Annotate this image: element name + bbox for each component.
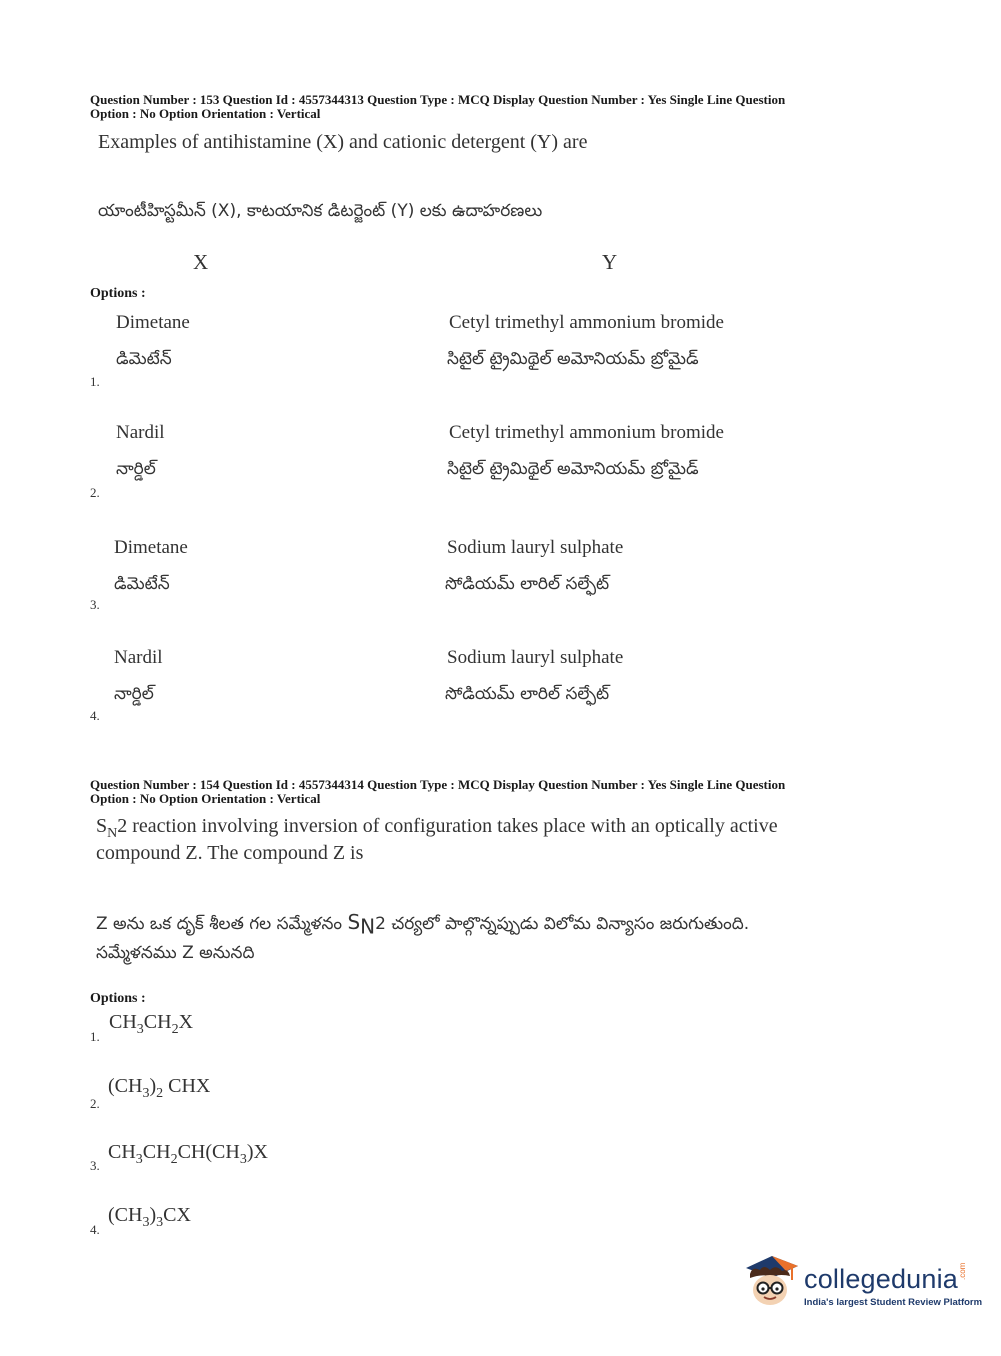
q153-meta-line1: Question Number : 153 Question Id : 4557344313 Question Type : MCQ Display Question Number : Yes Single Line Question: [90, 92, 786, 107]
option-number: 4.: [90, 1222, 100, 1237]
option-y-en: Cetyl trimethyl ammonium bromide: [449, 422, 724, 443]
option-y-en: Cetyl trimethyl ammonium bromide: [449, 312, 724, 333]
option-y-te: సిటైల్ ట్రైమిథైల్ అమోనియమ్ బ్రోమైడ్: [447, 459, 699, 479]
question-text: 2 reaction involving inversion of configuration takes place with an optically active: [117, 815, 778, 837]
option-x-te: డిమెటేన్: [116, 349, 172, 369]
q154-options-label: Options :: [90, 991, 146, 1006]
q154-question-te-line1: [96, 910, 749, 938]
option-x-en: Dimetane: [114, 537, 188, 558]
question-te-a: Z అను ఒక దృక్ శీలత గల సమ్మేళనం: [96, 914, 348, 934]
option-y-en: Sodium lauryl sulphate: [447, 537, 624, 558]
q153-col-y: Y: [602, 250, 618, 274]
q153-question-te: యాంటీహిస్టమీన్ (X), కాటయానిక డిటర్జెంట్ (Y) లకు ఉదాహరణలు: [98, 201, 543, 221]
logo-tagline: India's largest Student Review Platform: [804, 1297, 983, 1308]
option-number: 4.: [90, 708, 100, 723]
option-x-en: Dimetane: [116, 312, 190, 333]
option-y-en: Sodium lauryl sulphate: [447, 647, 624, 668]
q154-question-en-line1: [96, 815, 778, 842]
option-y-te: సోడియమ్ లారిల్ సల్ఫేట్: [445, 684, 610, 704]
option-number: 1.: [90, 374, 100, 389]
logo-com: .com: [958, 1262, 967, 1280]
option-number: 1.: [90, 1029, 100, 1044]
option-x-te: నార్డిల్: [114, 684, 154, 704]
option-number: 2.: [90, 485, 100, 500]
sn-n: N: [107, 826, 118, 841]
formula: $(CH_3)_2$ CHX: [108, 1075, 211, 1101]
option-x-en: Nardil: [116, 422, 165, 443]
sn-s: S: [347, 910, 361, 934]
option-x-te: డిమెటేన్: [114, 574, 170, 594]
sn-n: N: [360, 914, 376, 939]
sn-s: S: [96, 815, 108, 837]
logo-name: collegedunia: [804, 1264, 959, 1294]
option-number: 2.: [90, 1096, 100, 1111]
q153-meta-line2: Option : No Option Orientation : Vertical: [90, 106, 321, 121]
q154-question-te-line2: సమ్మేళనము Z అనునది: [96, 943, 255, 963]
formula: $CH_3CH_2X$: [109, 1011, 194, 1037]
q154-meta-line1: Question Number : 154 Question Id : 4557344314 Question Type : MCQ Display Question Number : Yes Single Line Question: [90, 777, 786, 792]
mascot-icon: [742, 1252, 802, 1308]
q153-question-en: Examples of antihistamine (X) and cationic detergent (Y) are: [98, 131, 588, 153]
option-y-te: సిటైల్ ట్రైమిథైల్ అమోనియమ్ బ్రోమైడ్: [447, 349, 699, 369]
option-x-en: Nardil: [114, 647, 163, 668]
option-number: 3.: [90, 1158, 100, 1173]
q154-meta-line2: Option : No Option Orientation : Vertical: [90, 791, 321, 806]
question-te-b: 2 చర్యలో పాల్గొన్నప్పుడు విలోమ విన్యాసం జరుగుతుంది.: [375, 914, 750, 934]
formula: $(CH_3)_3CX$: [108, 1204, 191, 1230]
formula: $CH_3CH_2CH(CH_3)X$: [108, 1141, 268, 1167]
q153-col-x: X: [193, 250, 209, 274]
option-x-te: నార్డిల్: [116, 459, 156, 479]
option-y-te: సోడియమ్ లారిల్ సల్ఫేట్: [445, 574, 610, 594]
option-number: 3.: [90, 597, 100, 612]
q153-options-label: Options :: [90, 286, 146, 301]
q154-question-en-line2: compound Z. The compound Z is: [96, 842, 364, 864]
